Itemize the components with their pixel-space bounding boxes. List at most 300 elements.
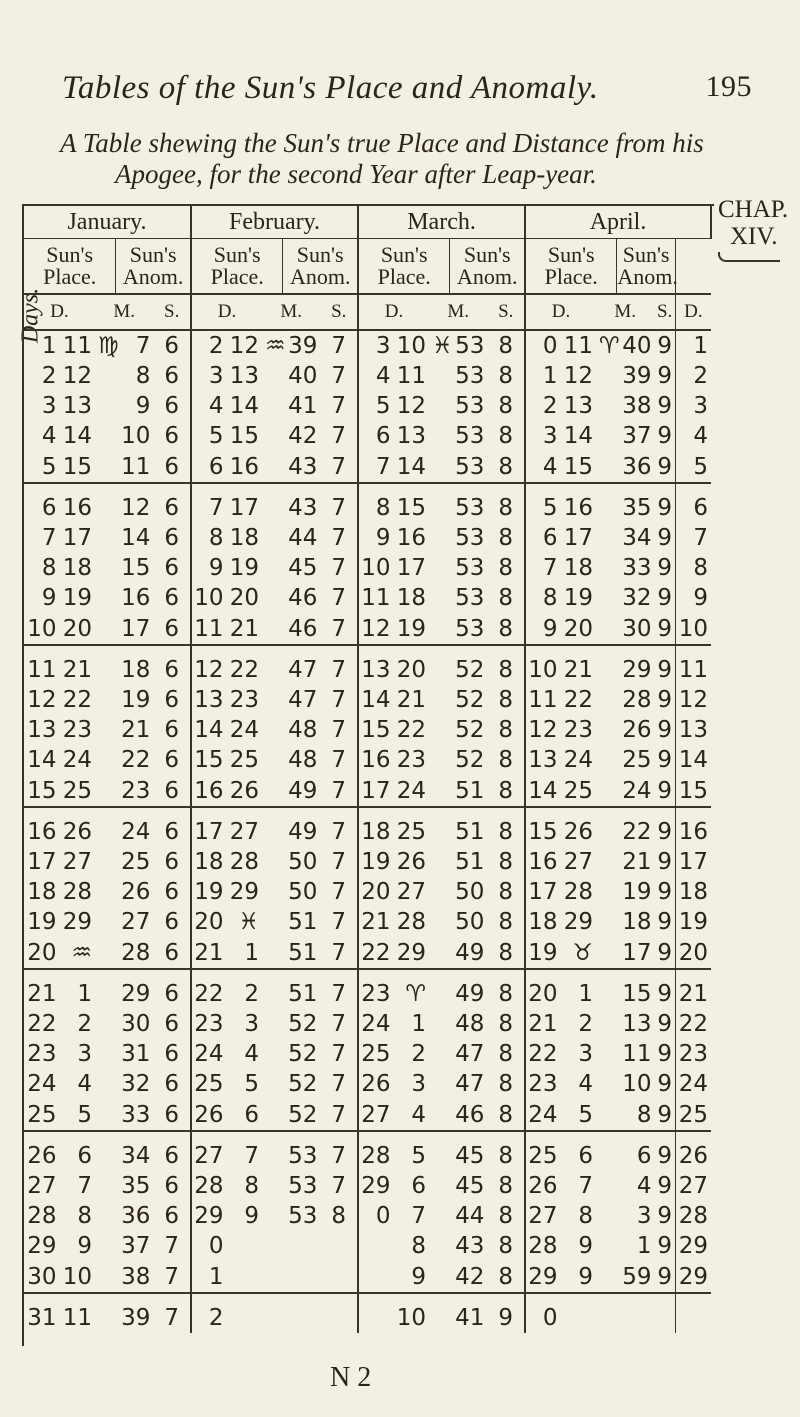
table-cell: 6 (226, 1099, 261, 1131)
table-cell (320, 1231, 358, 1261)
table-cell (95, 1039, 116, 1069)
table-row (24, 969, 711, 1009)
table-cell: 11 (116, 451, 154, 483)
table-cell: 22 (528, 1041, 558, 1067)
table-cell: 12 (678, 687, 708, 713)
table-cell: 17 (678, 849, 708, 875)
month-february: February. (191, 206, 358, 239)
table-cell: 41 (288, 393, 318, 419)
table-cell: 7 (244, 1143, 259, 1169)
table-cell: 2 (411, 1041, 426, 1067)
table-cell: 20 (528, 981, 558, 1007)
table-cell: 25 (561, 775, 596, 807)
table-cell (358, 1231, 393, 1261)
table-cell: 13 (678, 717, 708, 743)
table-cell (262, 421, 283, 451)
table-cell (429, 1293, 450, 1333)
table-cell: 3 (693, 393, 708, 419)
table-cell: 8 (135, 363, 151, 389)
table-cell: 9 (654, 613, 675, 645)
table-cell: 6 (153, 1131, 191, 1171)
table-cell (358, 1293, 393, 1333)
table-cell: 53 (450, 613, 488, 645)
table-cell (429, 877, 450, 907)
table-cell (429, 807, 450, 847)
unit-d: D. (525, 294, 596, 330)
page-number: 195 (705, 70, 752, 103)
table-cell: 6 (153, 877, 191, 907)
table-row (24, 330, 711, 361)
table-cell (596, 745, 617, 775)
table-cell: 9 (654, 877, 675, 907)
table-cell: 24 (194, 1041, 224, 1067)
table-cell: 13 (361, 657, 391, 683)
table-cell (596, 775, 617, 807)
table-cell: 6 (153, 1201, 191, 1231)
table-cell: 7 (320, 685, 358, 715)
table-cell: 22 (229, 657, 259, 683)
table-cell: 29 (194, 1203, 224, 1229)
table-cell: 16 (27, 819, 57, 845)
table-cell: 51 (450, 775, 488, 807)
table-cell: 9 (244, 1203, 259, 1229)
table-cell: 9 (654, 451, 675, 483)
table-cell: 9 (654, 523, 675, 553)
table-row (24, 583, 711, 613)
table-cell: 21 (191, 937, 226, 969)
table-cell (262, 685, 283, 715)
table-row (24, 1201, 711, 1231)
table-cell: 6 (153, 1171, 191, 1201)
table-cell: 19 (622, 879, 652, 905)
table-cell (429, 421, 450, 451)
table-cell: 6 (153, 969, 191, 1009)
table-cell: 13 (27, 717, 57, 743)
table-cell: 2 (693, 363, 708, 389)
table-cell: 21 (622, 849, 652, 875)
table-row (24, 745, 711, 775)
table-cell (262, 451, 283, 483)
table-cell: 7 (320, 807, 358, 847)
table-cell: 11 (27, 657, 57, 683)
table-cell: 6 (153, 1039, 191, 1069)
table-cell (596, 583, 617, 613)
table-cell: 39 (121, 1305, 151, 1331)
unit-d: D. (358, 294, 429, 330)
table-cell: 16 (528, 849, 558, 875)
table-cell: 9 (487, 1293, 525, 1333)
table-cell: 23 (194, 1011, 224, 1037)
table-cell: 19 (229, 555, 259, 581)
table-cell: 26 (27, 1143, 57, 1169)
table-cell: 26 (528, 1173, 558, 1199)
table-cell: 13 (396, 423, 426, 449)
table-cell: 9 (654, 583, 675, 613)
table-cell: 4 (693, 423, 708, 449)
table-cell: 2 (208, 333, 224, 359)
table-row (24, 807, 711, 847)
table-cell (95, 685, 116, 715)
table-cell: 5 (542, 495, 558, 521)
table-cell: 16 (62, 495, 92, 521)
unit-s: S. (320, 294, 358, 330)
table-cell (429, 361, 450, 391)
table-cell (262, 553, 283, 583)
chapter-brace (718, 252, 780, 262)
table-cell (429, 483, 450, 523)
table-cell: 53 (288, 1203, 318, 1229)
table-cell: 8 (487, 1201, 525, 1231)
table-cell: 53 (455, 525, 485, 551)
table-cell: 22 (358, 937, 393, 969)
table-cell (429, 685, 450, 715)
table-cell (95, 361, 116, 391)
table-cell: 28 (27, 1203, 57, 1229)
table-cell: 15 (622, 981, 652, 1007)
table-cell: 7 (320, 421, 358, 451)
table-cell (262, 391, 283, 421)
table-cell (95, 775, 116, 807)
table-cell (262, 1201, 283, 1231)
table-cell: 12 (27, 687, 57, 713)
table-cell: 19 (27, 909, 57, 935)
table-cell: 7 (320, 715, 358, 745)
table-cell: 9 (654, 969, 675, 1009)
table-cell: 52 (288, 1011, 318, 1037)
table-cell (95, 391, 116, 421)
table-cell: 7 (320, 613, 358, 645)
table-cell: 7 (208, 495, 224, 521)
table-row (24, 361, 711, 391)
table-cell (283, 1231, 321, 1261)
table-cell: 29 (622, 657, 652, 683)
table-cell (596, 1069, 617, 1099)
table-cell: 40 (622, 333, 652, 359)
table-caption (60, 128, 750, 190)
table-cell: 9 (654, 715, 675, 745)
column-header-row (24, 239, 711, 295)
table-cell: 45 (288, 555, 318, 581)
table-cell (95, 847, 116, 877)
table-cell: 7 (77, 1173, 92, 1199)
table-cell: 45 (455, 1143, 485, 1169)
table-cell: 6 (636, 1143, 652, 1169)
table-cell: 7 (320, 361, 358, 391)
table-cell: 23 (396, 747, 426, 773)
table-cell: 17 (62, 525, 92, 551)
table-cell: 9 (654, 1099, 675, 1131)
table-cell: 48 (288, 747, 318, 773)
table-cell (596, 1231, 617, 1261)
table-cell: 34 (622, 525, 652, 551)
feb-anom-header: Sun's Anom. (283, 239, 358, 295)
table-cell: 8 (487, 451, 525, 483)
table-cell: 6 (153, 583, 191, 613)
table-cell: 36 (121, 1203, 151, 1229)
table-cell: 30 (24, 1261, 59, 1293)
table-cell (320, 1261, 358, 1293)
table-row (24, 715, 711, 745)
table-cell: 17 (27, 849, 57, 875)
table-cell (429, 391, 450, 421)
table-cell: 50 (455, 879, 485, 905)
table-cell: 14 (394, 451, 429, 483)
table-cell (429, 1171, 450, 1201)
table-cell: 8 (542, 585, 558, 611)
table-cell (95, 451, 116, 483)
table-cell: 9 (41, 585, 57, 611)
table-cell: 8 (487, 1039, 525, 1069)
table-cell: 28 (622, 687, 652, 713)
table-cell (262, 1069, 283, 1099)
mar-place-header: Sun's Place. (358, 239, 450, 295)
table-cell: 14 (229, 393, 259, 419)
table-cell: 24 (62, 747, 92, 773)
table-cell: 11 (62, 1305, 92, 1331)
table-cell: 8 (487, 1009, 525, 1039)
table-cell: 4 (244, 1041, 259, 1067)
table-cell (226, 1293, 261, 1333)
table-cell: 4 (394, 1099, 429, 1131)
table-cell: 51 (288, 909, 318, 935)
table-cell: 2 (542, 393, 558, 419)
table-cell: 9 (525, 613, 560, 645)
table-cell: 0 (208, 1233, 224, 1259)
table-cell: 43 (283, 451, 321, 483)
table-cell: 16 (361, 747, 391, 773)
table-cell: 6 (153, 1069, 191, 1099)
table-cell (429, 1069, 450, 1099)
table-cell: 11 (563, 333, 594, 359)
days-side-label-text: Days. (17, 287, 44, 344)
table-cell: 27 (27, 1173, 57, 1199)
table-cell (429, 847, 450, 877)
table-cell: 51 (455, 819, 485, 845)
table-cell: 43 (455, 1233, 485, 1259)
table-cell: 23 (528, 1071, 558, 1097)
table-cell: 11 (62, 333, 92, 359)
table-cell: 30 (121, 1011, 151, 1037)
table-cell: 38 (622, 393, 652, 419)
table-cell: 1 (41, 333, 57, 359)
table-cell: 26 (226, 775, 261, 807)
table-cell (262, 523, 283, 553)
data-table (24, 206, 712, 1333)
table-cell (429, 1261, 450, 1293)
table-cell: 15 (229, 423, 259, 449)
table-cell (596, 361, 617, 391)
table-cell (262, 775, 283, 807)
table-cell: 24 (229, 717, 259, 743)
table-cell: 27 (229, 819, 259, 845)
table-row (24, 937, 711, 969)
table-cell: 9 (654, 685, 675, 715)
table-cell (596, 1201, 617, 1231)
table-cell: 8 (77, 1203, 92, 1229)
table-cell: 9 (77, 1233, 92, 1259)
table-cell (429, 907, 450, 937)
table-cell: 10 (675, 613, 711, 645)
table-cell: 36 (617, 451, 655, 483)
table-cell: 7 (320, 330, 358, 361)
table-row (24, 523, 711, 553)
table-cell: 13 (622, 1011, 652, 1037)
table-cell: 23 (361, 981, 391, 1007)
table-row (24, 1069, 711, 1099)
table-cell: 5 (59, 1099, 94, 1131)
table-cell: 18 (121, 657, 151, 683)
table-cell: 6 (693, 495, 708, 521)
table-cell (95, 1293, 116, 1333)
table-cell: 7 (693, 525, 708, 551)
table-cell: 19 (121, 687, 151, 713)
table-cell: 26 (396, 849, 426, 875)
table-cell (596, 391, 617, 421)
table-cell: 14 (27, 747, 57, 773)
table-cell: 49 (450, 937, 488, 969)
table-cell: 8 (487, 807, 525, 847)
table-cell: 4 (375, 363, 391, 389)
table-cell: 52 (455, 687, 485, 713)
month-header-row (24, 206, 711, 239)
table-cell (283, 1293, 321, 1333)
chapter-label: CHAP. (718, 196, 789, 223)
table-cell: 7 (320, 907, 358, 937)
table-cell: 26 (361, 1071, 391, 1097)
table-cell: 4 (208, 393, 224, 419)
table-cell: 8 (320, 1201, 358, 1231)
table-cell: 10 (59, 1261, 94, 1293)
table-cell: 21 (62, 657, 92, 683)
table-cell (95, 969, 116, 1009)
table-cell: 48 (455, 1011, 485, 1037)
table-cell: 17 (229, 495, 259, 521)
table-cell: 5 (375, 393, 391, 419)
table-cell: 29 (394, 937, 429, 969)
table-cell: 7 (320, 1069, 358, 1099)
table-cell: 18 (361, 819, 391, 845)
table-cell (283, 1261, 321, 1293)
table-cell (95, 745, 116, 775)
table-cell: 26 (678, 1143, 708, 1169)
table-cell: 29 (27, 1233, 57, 1259)
table-cell: 44 (455, 1203, 485, 1229)
table-cell (226, 1231, 261, 1261)
table-cell: 19 (194, 879, 224, 905)
table-cell (262, 1039, 283, 1069)
table-cell (262, 1231, 283, 1261)
table-cell: 12 (121, 495, 151, 521)
chapter-marker (718, 196, 800, 262)
table-cell: 7 (320, 877, 358, 907)
table-cell: 52 (283, 1099, 321, 1131)
table-cell: 25 (194, 1071, 224, 1097)
table-cell: 9 (654, 1039, 675, 1069)
table-cell: 9 (654, 1231, 675, 1261)
table-cell: 16 (396, 525, 426, 551)
table-cell (429, 553, 450, 583)
table-cell: 1 (693, 333, 708, 359)
table-cell: 6 (153, 715, 191, 745)
table-cell: 27 (563, 849, 594, 875)
table-cell (95, 877, 116, 907)
table-cell: 3 (578, 1041, 594, 1067)
table-cell: 27 (62, 849, 92, 875)
table-cell (262, 1293, 283, 1333)
table-cell: 9 (135, 393, 151, 419)
table-cell: 21 (226, 613, 261, 645)
table-cell (596, 421, 617, 451)
table-cell: 53 (455, 585, 485, 611)
table-cell: 18 (622, 909, 652, 935)
table-cell: 7 (320, 847, 358, 877)
table-cell: 30 (617, 613, 655, 645)
days-header (675, 239, 711, 295)
table-cell (95, 1009, 116, 1039)
table-cell: 5 (244, 1071, 259, 1097)
table-cell: 53 (455, 363, 485, 389)
caption-line-1: A Table shewing the Sun's true Place and Distance from his (60, 128, 704, 158)
table-cell: 19 (525, 937, 560, 969)
table-cell (262, 1131, 283, 1171)
table-cell: 8 (487, 421, 525, 451)
table-cell (596, 451, 617, 483)
table-cell: 5 (208, 423, 224, 449)
table-cell: 22 (396, 717, 426, 743)
table-cell (429, 451, 450, 483)
table-cell: 6 (153, 553, 191, 583)
table-cell: 15 (194, 747, 224, 773)
table-cell: 20 (561, 613, 596, 645)
table-cell (262, 361, 283, 391)
table-cell: 7 (135, 333, 151, 359)
table-cell (429, 937, 450, 969)
table-cell: 3 (208, 363, 224, 389)
table-cell (429, 745, 450, 775)
table-cell: 23 (62, 717, 92, 743)
table-cell: 11 (622, 1041, 652, 1067)
table-cell: ♍ (97, 333, 119, 359)
table-cell (95, 937, 116, 969)
table-cell: 23 (116, 775, 154, 807)
table-cell: 10 (396, 1305, 426, 1331)
table-cell: 24 (617, 775, 655, 807)
table-cell: 7 (153, 1231, 191, 1261)
table-cell: 8 (693, 555, 708, 581)
table-cell: 9 (693, 585, 708, 611)
table-cell: 0 (542, 1305, 558, 1331)
table-cell: 8 (487, 1069, 525, 1099)
table-cell: 17 (116, 613, 154, 645)
table-cell: 7 (320, 1099, 358, 1131)
table-cell: 9 (654, 391, 675, 421)
table-cell: 10 (396, 333, 426, 359)
table-cell: 53 (455, 423, 485, 449)
table-cell: 13 (528, 747, 558, 773)
table-cell (429, 1039, 450, 1069)
table-cell: 7 (411, 1203, 426, 1229)
table-cell: 25 (396, 819, 426, 845)
table-cell: 27 (194, 1143, 224, 1169)
table-cell (596, 1293, 617, 1333)
table-cell (596, 1099, 617, 1131)
table-cell: 7 (320, 1171, 358, 1201)
table-cell: 49 (455, 981, 485, 1007)
table-cell: 9 (654, 1131, 675, 1171)
table-cell: 19 (62, 585, 92, 611)
table-cell (262, 937, 283, 969)
table-cell: ♓ (238, 909, 259, 935)
